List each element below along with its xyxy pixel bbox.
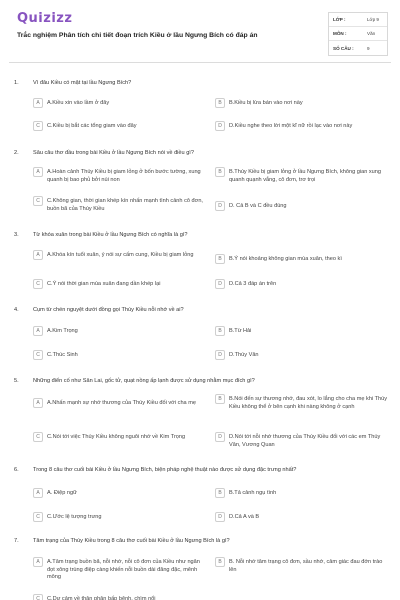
- option-letter: C: [33, 350, 43, 360]
- question-number: 4.: [14, 307, 19, 313]
- question-number: 5.: [14, 378, 19, 384]
- question-text: Trong 8 câu thơ cuối bài Kiều ở lầu Ngưng Bích, biện pháp nghệ thuật nào được sử dụng đặc trưng nhất?: [33, 467, 297, 473]
- option-letter: C: [33, 279, 43, 289]
- question-text: Cụm từ chén nguyệt dưới đồng gọi Thúy Kiều nỗi nhớ về ai?: [33, 307, 184, 313]
- meta-label: LỚP :: [333, 17, 346, 22]
- option-letter: D: [215, 279, 225, 289]
- option-text: C.Dự cảm về thân phận bấp bênh, chìm nổi: [47, 596, 156, 600]
- option-letter: B: [215, 488, 225, 498]
- meta-value: 9: [367, 45, 370, 51]
- option-text: B.Từ Hải: [229, 328, 252, 334]
- option-letter: B: [215, 394, 225, 404]
- option-letter: A: [33, 98, 43, 108]
- header-divider: [9, 62, 391, 63]
- option-letter: A: [33, 167, 43, 177]
- question-number: 7.: [14, 538, 19, 544]
- document-title: Trắc nghiệm Phân tích chi tiết đoạn trích Kiều ở lầu Ngưng Bích có đáp án: [17, 32, 258, 39]
- option-letter: C: [33, 196, 43, 206]
- option-text: B.Thúy Kiều bị giam lỏng ở lầu Ngưng Bích, không gian xung quanh quạnh vắng, cô đơn, trơ trọi: [229, 169, 382, 183]
- option-text: B.Kiều bị lừa bán vào nơi này: [229, 100, 303, 106]
- option-letter: B: [215, 557, 225, 567]
- meta-value: Văn: [367, 31, 376, 36]
- question-number: 1.: [14, 80, 19, 86]
- option-text: B. Nỗi nhớ tâm trạng cô đơn, sầu nhớ, cảm giác đau đớn trào lên: [229, 559, 383, 573]
- option-text: D.Thúy Vân: [229, 352, 259, 358]
- option-text: C.Ý nói thời gian mùa xuân đang dần khép lại: [47, 281, 161, 287]
- option-letter: B: [215, 98, 225, 108]
- option-text: C.Không gian, thời gian khép kín nhấn mạnh tình cảnh cô đơn, buồn bã của Thúy Kiều: [47, 198, 203, 212]
- question-text: Những điển cố như Sân Lai, gốc tử, quạt nồng ấp lạnh được sử dụng nhằm mục đích gì?: [33, 378, 255, 384]
- option-letter: A: [33, 557, 43, 567]
- option-letter: D: [215, 350, 225, 360]
- meta-row-subject: [329, 27, 387, 41]
- option-letter: D: [215, 201, 225, 211]
- option-text: D.Nói tới nỗi nhớ thương của Thúy Kiều đối với các em Thúy Vân, Vương Quan: [229, 434, 381, 448]
- option-letter: C: [33, 594, 43, 600]
- meta-label: SỐ CÂU :: [333, 45, 354, 51]
- question-number: 2.: [14, 150, 19, 156]
- option-text: B.Nói đến sự thương nhớ, đau xót, lo lắng cho cha mẹ khi Thúy Kiều không thể ở bên cạnh khi nàng không ở cạnh: [229, 396, 388, 410]
- option-text: C.Ước lệ tượng trưng: [47, 514, 102, 520]
- quizizz-logo: Quizizz: [17, 11, 73, 26]
- option-text: D.Kiều nghe theo lời một kĩ nữ rồi lạc vào nơi này: [229, 123, 353, 129]
- option-letter: D: [215, 121, 225, 131]
- option-letter: B: [215, 254, 225, 264]
- option-letter: B: [215, 167, 225, 177]
- option-text: D.Cả A và B: [229, 514, 260, 520]
- option-text: D. Cả B và C đều đúng: [229, 203, 287, 209]
- question-text: Sâu câu thơ đầu trong bài Kiều ở lầu Ngưng Bích nói về điều gì?: [33, 150, 194, 156]
- question-number: 3.: [14, 232, 19, 238]
- question-text: Từ khóa xuân trong bài Kiều ở lầu Ngưng Bích có nghĩa là gì?: [33, 232, 188, 238]
- document-header: [0, 0, 400, 60]
- option-text: A. Điệp ngữ: [47, 490, 77, 496]
- question-text: Tâm trạng của Thúy Kiều trong 8 câu thơ cuối bài Kiều ở lầu Ngưng Bích là gì?: [33, 538, 230, 544]
- question-number: 6.: [14, 467, 19, 473]
- option-text: A.Hoàn cảnh Thúy Kiều bị giam lỏng ở bốn bước tường, xung quanh bị bao phủ bởi núi non: [47, 169, 201, 183]
- meta-info-box: [328, 12, 388, 56]
- option-letter: A: [33, 398, 43, 408]
- option-letter: C: [33, 432, 43, 442]
- option-text: A.Nhấn mạnh sự nhớ thương của Thúy Kiều đối với cha mẹ: [47, 400, 196, 406]
- meta-value: Lớp 9: [367, 17, 379, 22]
- option-text: C.Kiều bị bắt các tổng giam vào đây: [47, 123, 137, 129]
- option-letter: D: [215, 432, 225, 442]
- meta-row-class: [329, 13, 387, 27]
- option-text: B.Tả cảnh ngụ tình: [229, 490, 277, 496]
- option-letter: B: [215, 326, 225, 336]
- option-text: A.Kim Trọng: [47, 328, 78, 334]
- option-text: C.Nói tới việc Thúy Kiều không nguôi nhớ về Kim Trọng: [47, 434, 186, 440]
- option-text: B.Ý nói khoảng không gian mùa xuân, theo kì: [229, 256, 342, 262]
- option-text: C.Thúc Sinh: [47, 352, 78, 358]
- option-text: A.Khóa kín tuổi xuân, ý nói sự cấm cung, Kiều bị giam lỏng: [47, 252, 194, 258]
- option-letter: A: [33, 326, 43, 336]
- option-letter: A: [33, 488, 43, 498]
- meta-label: MÔN :: [333, 31, 347, 36]
- option-letter: C: [33, 512, 43, 522]
- option-letter: D: [215, 512, 225, 522]
- option-letter: A: [33, 250, 43, 260]
- option-text: A.Kiều xin vào lầm ở đây: [47, 100, 110, 106]
- option-text: A.Tâm trạng buồn bã, nỗi nhớ, nỗi cô đơn của Kiều như ngăn đọt xông trùng điệp càng khiến nỗi buồn dài đăng đặc, mênh mông: [47, 559, 200, 581]
- question-text: Vì đâu Kiều có mặt tại lầu Ngưng Bích?: [33, 80, 132, 86]
- option-letter: C: [33, 121, 43, 131]
- option-text: D.Cả 3 đáp án trên: [229, 281, 277, 287]
- meta-row-count: [329, 41, 387, 55]
